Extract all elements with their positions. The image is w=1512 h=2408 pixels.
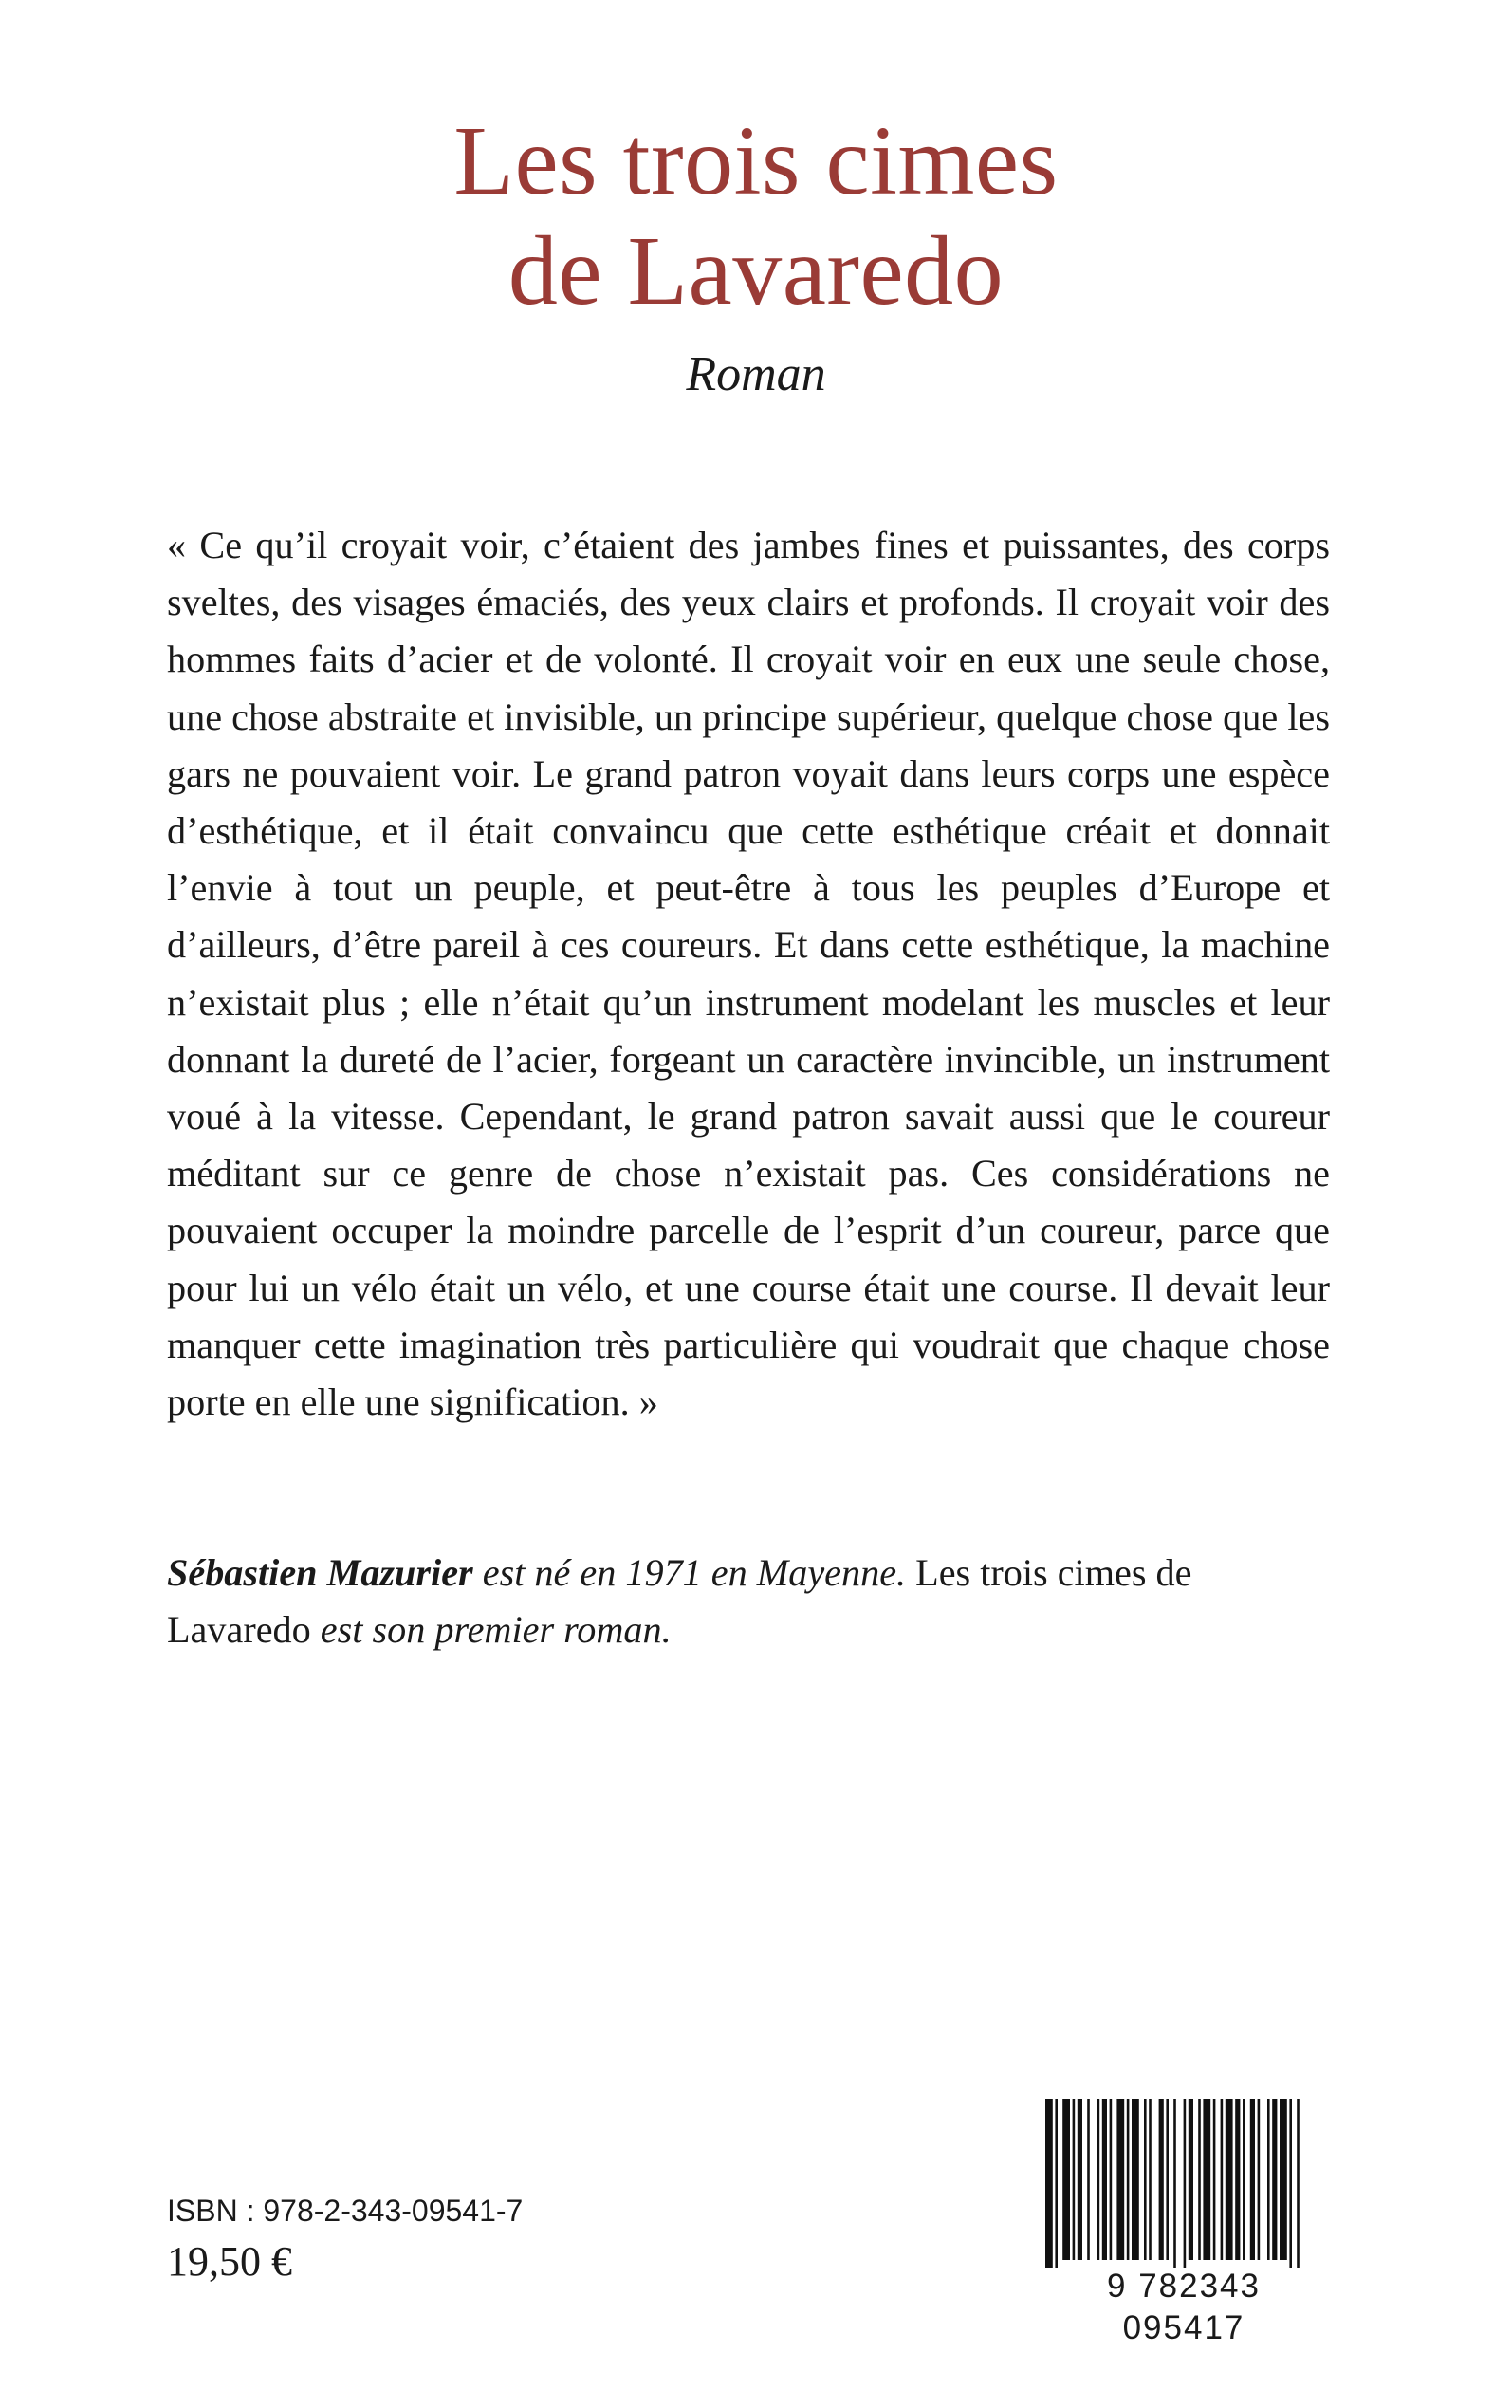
bio-book-title: Les trois cimes de Lavaredo [167,1551,1192,1652]
barcode-bar [1184,2099,1187,2268]
author-name: Sébastien Mazurier [167,1551,473,1594]
barcode-bars-icon [1042,2099,1326,2269]
barcode-bar [1235,2099,1240,2260]
book-title-line-1: Les trois cimes [453,106,1059,215]
barcode-bar [1110,2099,1113,2260]
barcode-bar [1213,2099,1216,2260]
barcode-bar [1198,2099,1201,2260]
isbn-label: ISBN : 978-2-343-09541-7 [167,2194,524,2228]
price-label: 19,50 € [167,2238,292,2285]
bio-closing-text: est son premier roman. [310,1608,672,1652]
barcode-bar [1144,2099,1147,2260]
barcode-bar [1226,2099,1233,2260]
barcode-bar [1087,2099,1090,2260]
barcode-bar [1221,2099,1224,2260]
barcode-bar [1280,2099,1287,2260]
barcode-bar [1045,2099,1053,2268]
barcode-bar [1250,2099,1255,2260]
barcode-bar [1062,2099,1070,2260]
barcode-bar [1116,2099,1124,2260]
author-bio [167,1545,1330,1658]
barcode-bar [1267,2099,1270,2260]
barcode-digits: 9 782343 095417 [1107,2268,1261,2346]
barcode-bar [1159,2099,1164,2260]
back-cover-blurb: « Ce qu’il croyait voir, c’étaient des jambes fines et puissantes, des corps sveltes, des visages émaciés, des yeux clairs et profonds. Il croyait voir des hommes faits d’acier et de volonté. Il croyait voir en eux une seule chose, une chose abstraite et invisible, un principe supérieur, quelque chose que les gars ne pouvaient voir. Le grand patron voyait dans leurs corps une espèce d’esthétique, et il était convaincu que cette esthétique créait et donnait l’envie à tout un peuple, et peut-être à tous les peuples d’Europe et d’ailleurs, d’être pareil à ces coureurs. Et dans cette esthétique, la machine n’existait plus ; elle n’était qu’un instrument modelant les muscles et leur donnant la dureté de l’acier, forgeant un caractère invincible, un instrument voué à la vitesse. Cependant, le grand patron savait aussi que le coureur méditant sur ce genre de chose n’existait pas. Ces considérations ne pouvaient occuper la moindre parcelle de l’esprit d’un coureur, parce que pour lui un vélo était un vélo, et une course était une course. Il devait leur manquer cette imagination très particulière qui voudrait que chaque chose porte en elle une signification. » [167,524,1330,1424]
barcode-bar [1073,2099,1076,2260]
barcode-bar [1055,2099,1058,2268]
genre-subtitle: Roman [686,347,826,401]
barcode-bar [1102,2099,1107,2260]
book-title-line-2: de Lavaredo [507,216,1005,325]
barcode-bar [1189,2099,1193,2260]
barcode-bar [1127,2099,1130,2260]
barcode-bar [1272,2099,1277,2260]
book-title [0,106,1512,326]
barcode-bar [1297,2099,1300,2268]
barcode-bar [1258,2099,1261,2260]
barcode-bar [1078,2099,1082,2260]
barcode-bar [1289,2099,1292,2268]
barcode [1042,2099,1326,2346]
barcode-bar [1132,2099,1139,2260]
barcode-bar [1173,2099,1176,2268]
barcode-bar [1166,2099,1169,2260]
barcode-bar [1097,2099,1100,2260]
author-birth-text: est né en 1971 en Mayenne. [472,1551,907,1594]
barcode-bar [1149,2099,1152,2260]
barcode-bar [1243,2099,1245,2260]
barcode-bar [1203,2099,1210,2260]
